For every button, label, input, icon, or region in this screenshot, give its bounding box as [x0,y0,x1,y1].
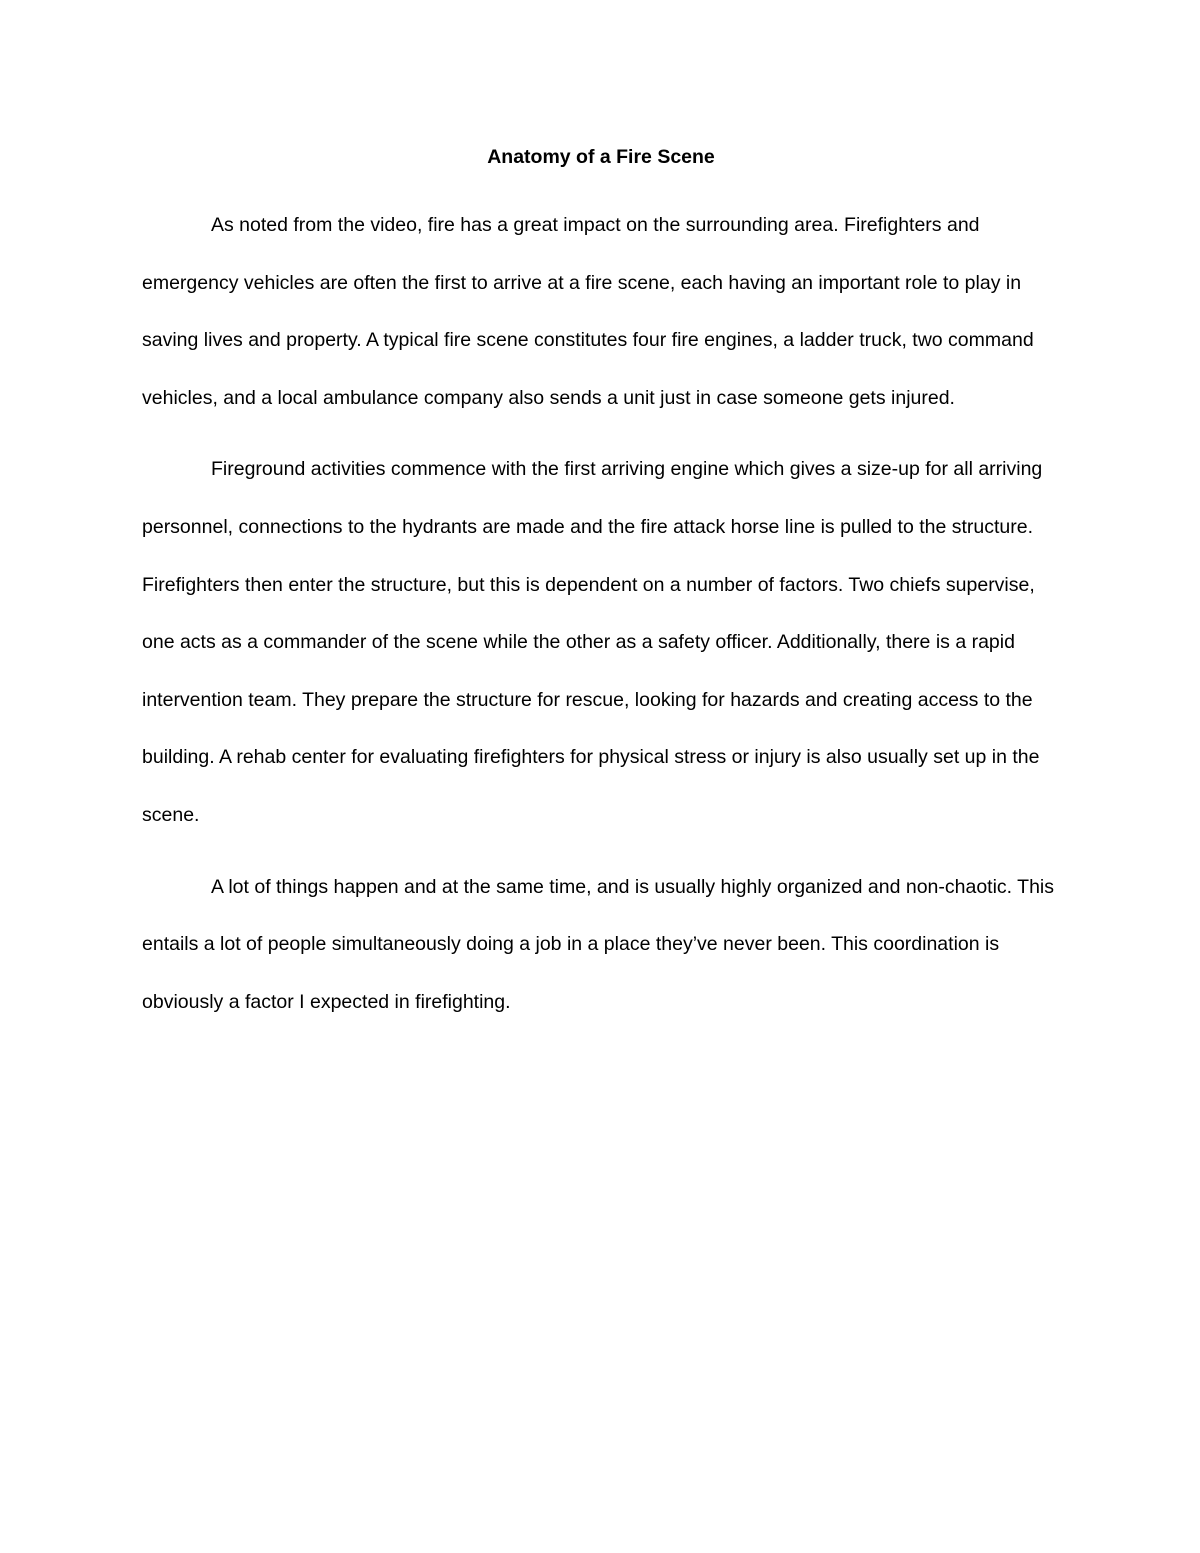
document-title: Anatomy of a Fire Scene [487,146,715,168]
paragraph-2: Fireground activities commence with the first arriving engine which gives a size-up for all arriving personnel, connections to the hydrants are made and the fire attack horse line is pulled to the structure. Firefighters then enter the structure, but this is dependent on a number of factors. Two chiefs supervise, one acts as a commander of the scene while the other as a safety officer. Additionally, there is a rapid intervention team. They prepare the structure for rescue, looking for hazards and creating access to the building. A rehab center for evaluating firefighters for physical stress or injury is also usually set up in the scene. [142,458,1043,826]
document-body [142,140,1060,1045]
paragraph-3: A lot of things happen and at the same time, and is usually highly organized and non-chaotic. This entails a lot of people simultaneously doing a job in a place they’ve never been. This coordination is obviously a factor I expected in firefighting. [142,875,1055,1013]
paragraph-1: As noted from the video, fire has a great impact on the surrounding area. Firefighters and emergency vehicles are often the first to arrive at a fire scene, each having an important role to play in saving lives and property. A typical fire scene constitutes four fire engines, a ladder truck, two command vehicles, and a local ambulance company also sends a unit just in case someone gets injured. [142,214,1034,409]
